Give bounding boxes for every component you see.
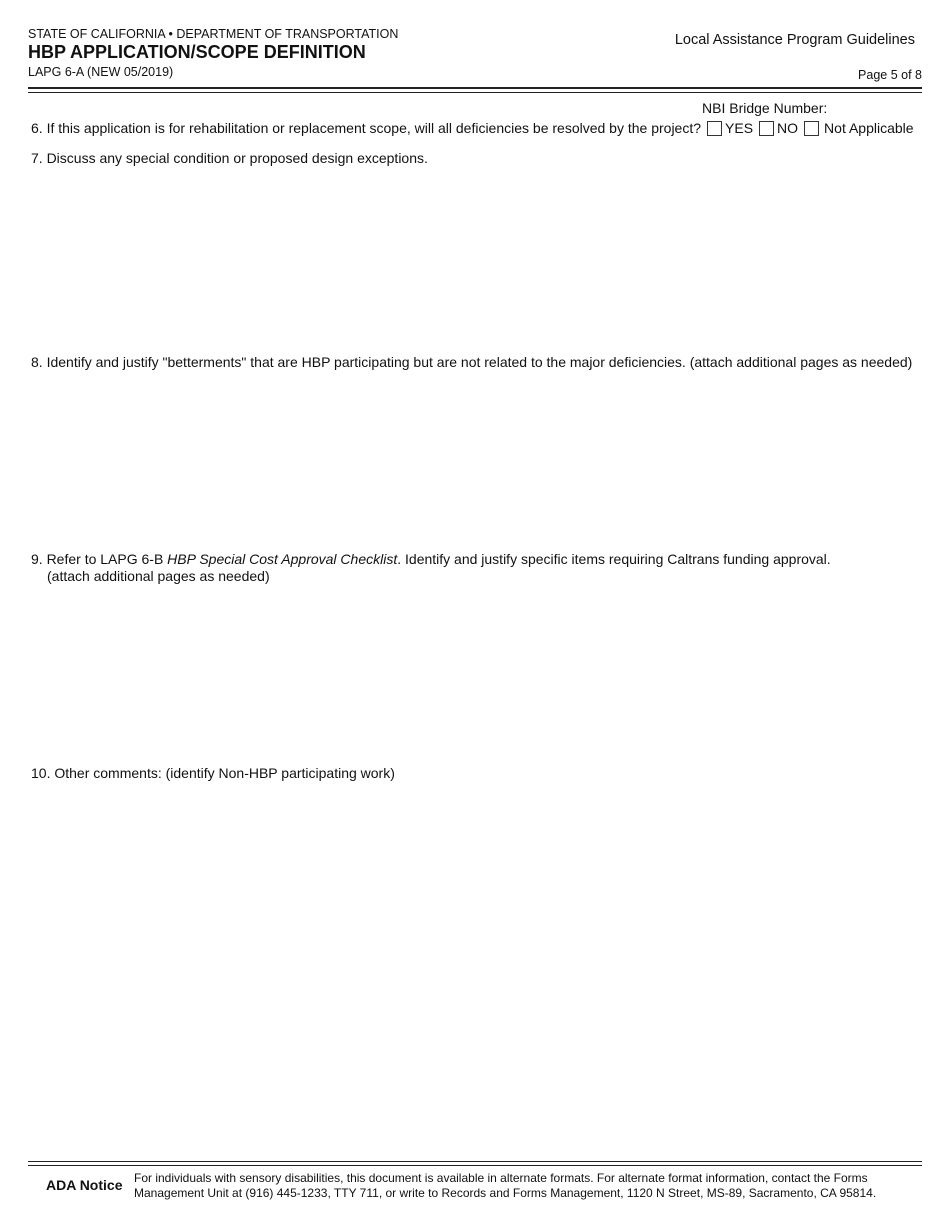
no-checkbox[interactable] (759, 121, 774, 136)
not-applicable-label: Not Applicable (824, 120, 914, 136)
question-8: 8. Identify and justify "betterments" that are HBP participating but are not related to the major deficiencies. (attach additional pages as needed) (31, 354, 913, 370)
ada-notice-line-2: Management Unit at (916) 445-1233, TTY 711, or write to Records and Forms Management, 1120 N Street, MS-89, Sacramento, CA 95814. (134, 1186, 877, 1200)
ada-notice-label: ADA Notice (46, 1177, 123, 1193)
question-9-line2: (attach additional pages as needed) (47, 568, 270, 584)
option-yes[interactable] (707, 120, 753, 136)
option-no[interactable] (759, 120, 798, 136)
page-number: Page 5 of 8 (858, 68, 922, 82)
form-number: LAPG 6-A (NEW 05/2019) (28, 65, 174, 79)
no-label: NO (777, 120, 799, 136)
question-9 (31, 551, 831, 584)
yes-checkbox[interactable] (707, 121, 722, 136)
nbi-bridge-number-label: NBI Bridge Number: (702, 100, 828, 116)
option-not-applicable[interactable] (804, 120, 914, 136)
question-10: 10. Other comments: (identify Non-HBP participating work) (31, 765, 395, 781)
agency-line: STATE OF CALIFORNIA • DEPARTMENT OF TRANSPORTATION (28, 27, 399, 41)
header-rule-thin (28, 92, 922, 93)
form-title: HBP APPLICATION/SCOPE DEFINITION (28, 42, 366, 62)
header-rule-thick (28, 87, 922, 89)
question-9-prefix: 9. Refer to LAPG 6-B (31, 551, 168, 567)
ada-notice-text (134, 1171, 924, 1201)
ada-notice-line-1: For individuals with sensory disabilities, this document is available in alternate formats. For alternate format information, contact the Forms (134, 1171, 868, 1185)
question-9-checklist-title: HBP Special Cost Approval Checklist (167, 551, 398, 567)
yes-label: YES (725, 120, 754, 136)
footer-rule-thin (28, 1165, 922, 1166)
footer-rule-thick (28, 1161, 922, 1162)
question-6 (31, 120, 914, 136)
question-6-text: 6. If this application is for rehabilitation or replacement scope, will all deficiencies be resolved by the project? (31, 120, 702, 136)
question-7: 7. Discuss any special condition or proposed design exceptions. (31, 150, 428, 166)
question-9-suffix: . Identify and justify specific items requiring Caltrans funding approval. (397, 551, 831, 567)
guidelines-label: Local Assistance Program Guidelines (674, 32, 915, 48)
not-applicable-checkbox[interactable] (804, 121, 819, 136)
